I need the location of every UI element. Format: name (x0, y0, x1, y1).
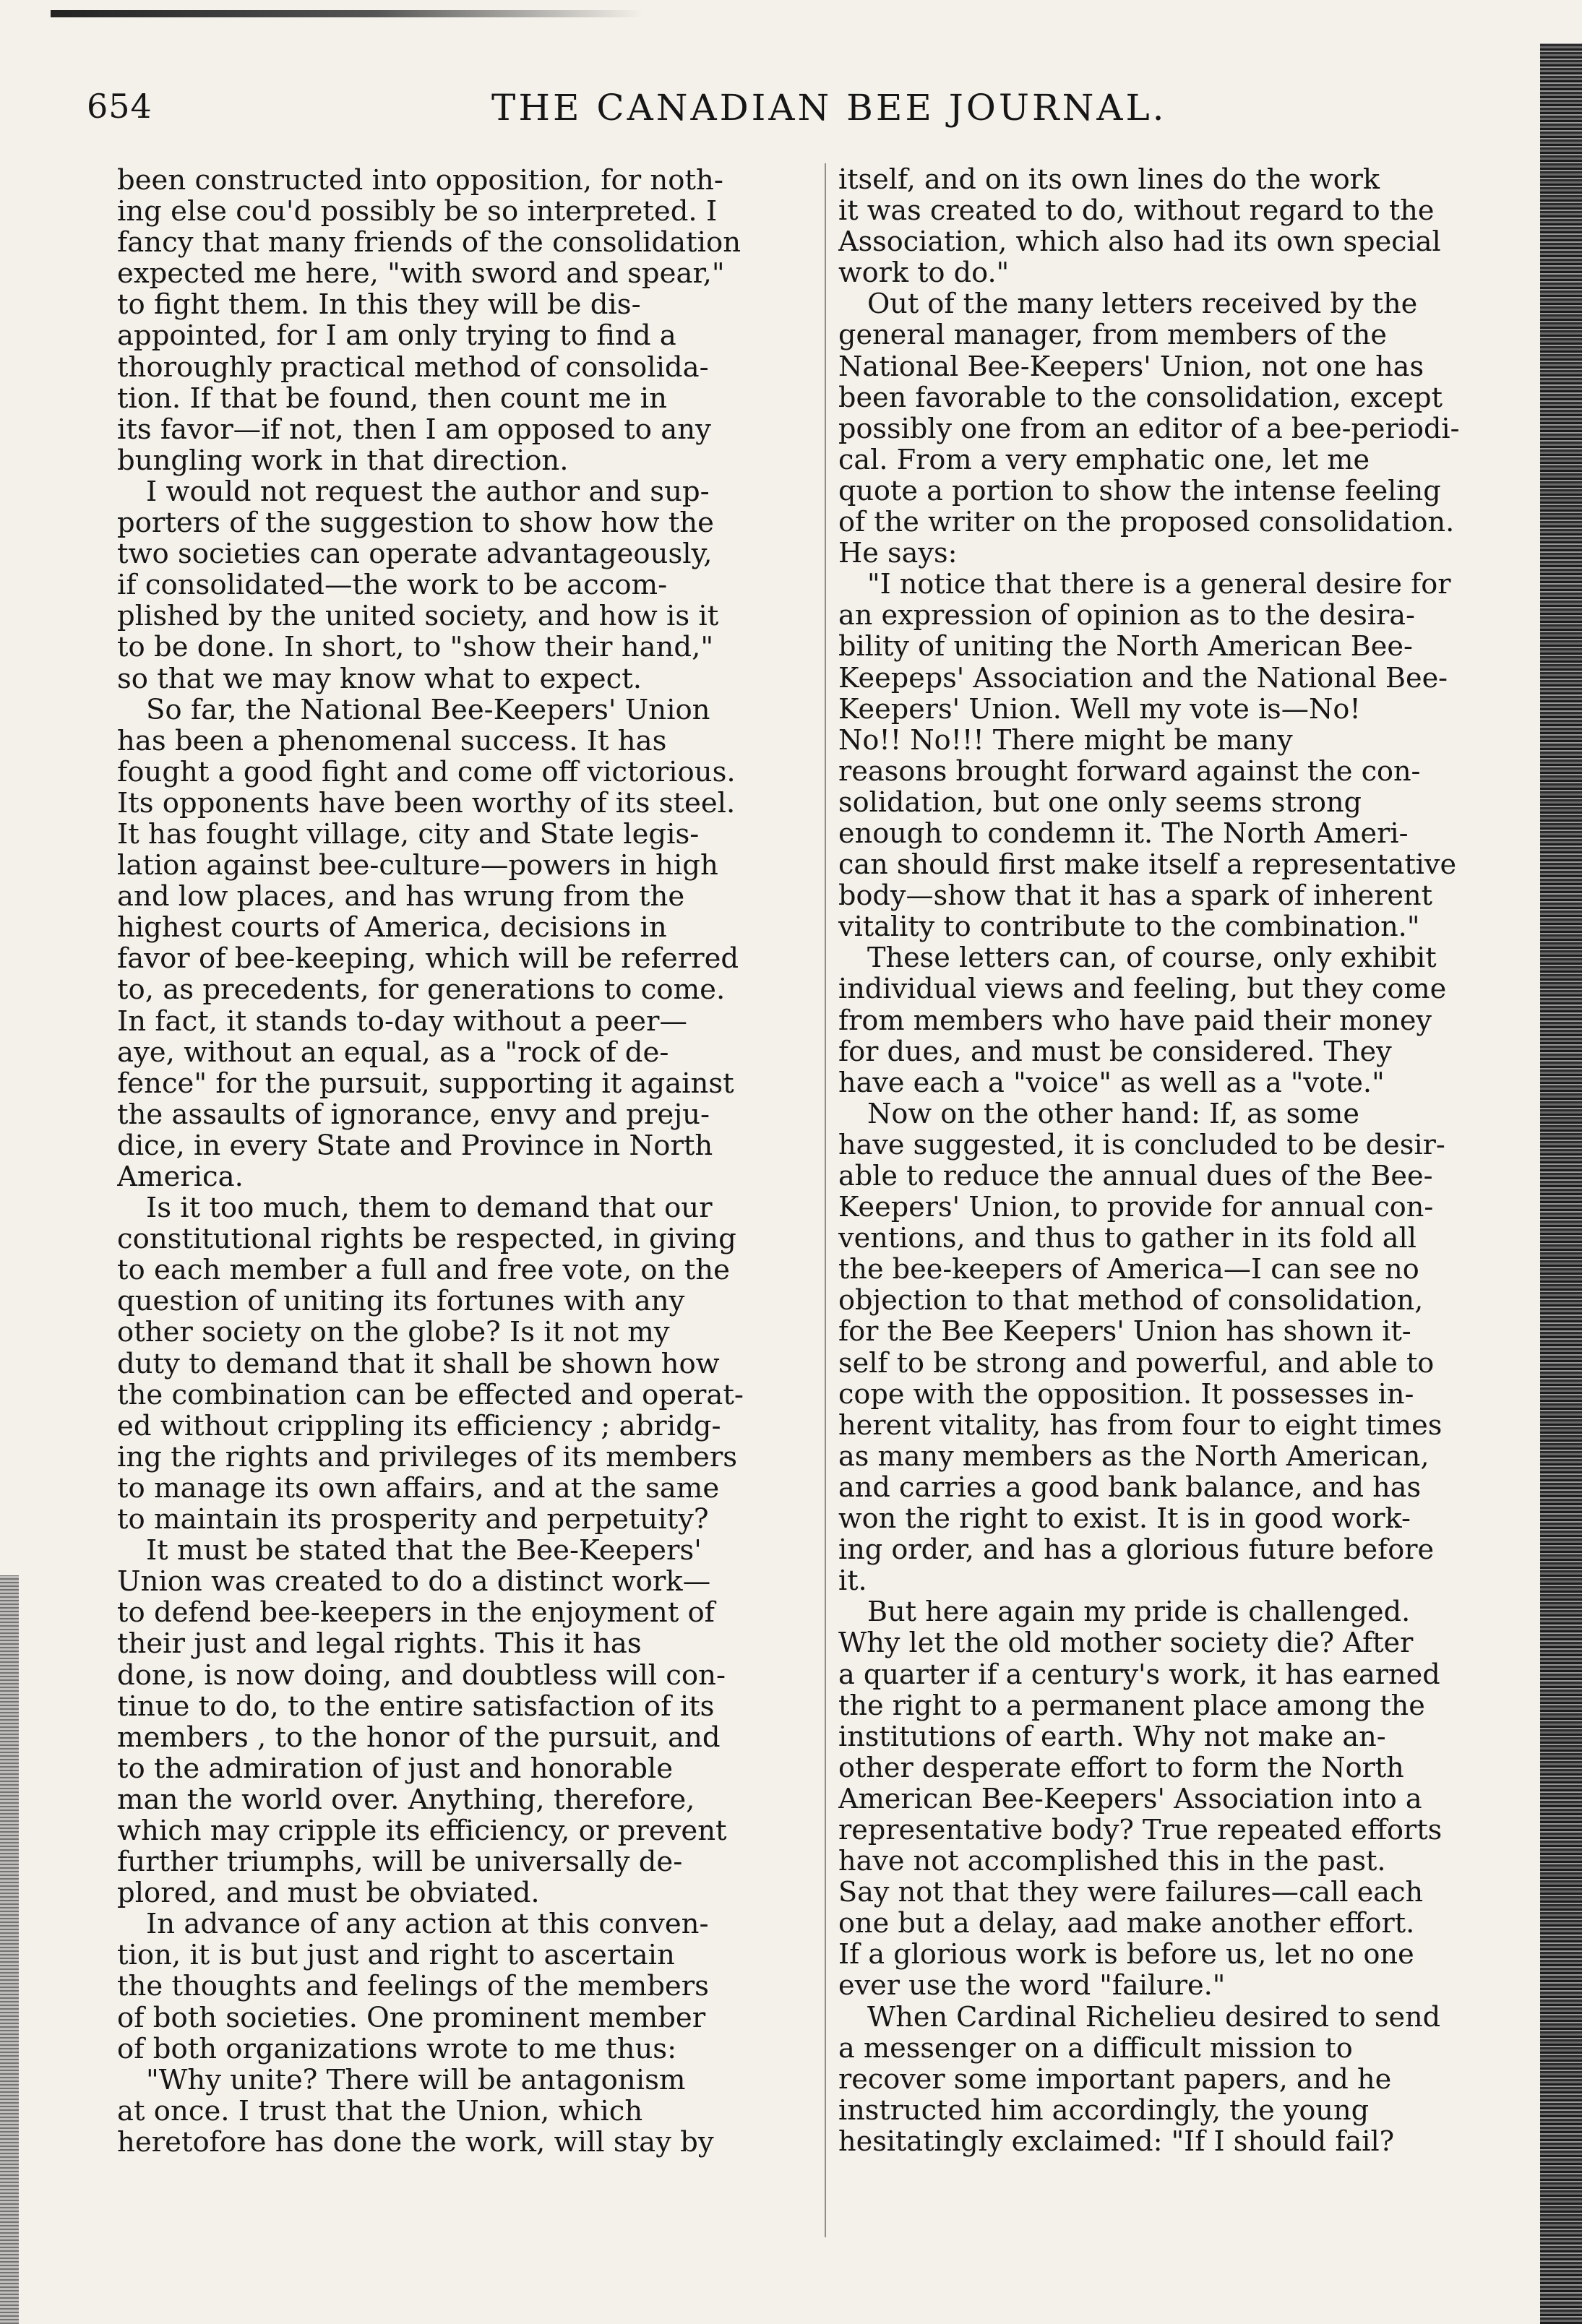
left-column-text-line: In fact, it stands to-day without a peer— (117, 1005, 687, 1037)
right-column-text-line: as many members as the North American, (838, 1441, 1430, 1473)
right-column-text-line: But here again my pride is challenged. (867, 1597, 1411, 1629)
left-column-text-line: to be done. In short, to "show their hand," (117, 632, 714, 663)
right-column-text-line: If a glorious work is before us, let no one (838, 1940, 1414, 1971)
right-column-text-line: it was created to do, without regard to the (838, 196, 1435, 228)
left-column-text-line: fancy that many friends of the consolidation (117, 227, 741, 259)
left-column-text-line: America. (117, 1161, 244, 1193)
right-column-text-line: recover some important papers, and he (838, 2064, 1392, 2096)
page-number: 654 (87, 87, 152, 126)
left-column-text-line: bungling work in that direction. (117, 444, 569, 476)
right-column-text-line: No!! No!!! There might be many (838, 725, 1293, 757)
left-column-text-line: heretofore has done the work, will stay by (117, 2126, 714, 2158)
left-column-text-line: the thoughts and feelings of the members (117, 1971, 709, 2002)
right-column-text-line: cope with the opposition. It possesses in- (838, 1379, 1414, 1411)
right-column-text-line: for dues, and must be considered. They (838, 1036, 1392, 1068)
left-column-text-line: question of uniting its fortunes with any (117, 1286, 685, 1317)
left-column-text-line: to each member a full and free vote, on the (117, 1254, 730, 1286)
left-column-text-line: to maintain its prosperity and perpetuity? (117, 1504, 709, 1536)
left-column-text-line: tinue to do, to the entire satisfaction of its (117, 1690, 715, 1722)
left-column-text-line: which may cripple its efficiency, or prevent (117, 1815, 727, 1847)
left-column-text-line: porters of the suggestion to show how the (117, 507, 714, 539)
left-column-text-line: In advance of any action at this conven- (146, 1908, 709, 1940)
right-column-text-line: instructed him accordingly, the young (838, 2095, 1370, 2127)
left-column-text-line: so that we may know what to expect. (117, 663, 642, 694)
right-column-text-line: He says: (838, 538, 958, 570)
right-column-text-line: institutions of earth. Why not make an- (838, 1721, 1386, 1753)
right-column-text-line: bility of uniting the North American Bee- (838, 632, 1413, 663)
right-column-text-line: objection to that method of consolidation, (838, 1286, 1424, 1317)
left-column-text-line: to, as precedents, for generations to come. (117, 974, 726, 1006)
scan-edge-left (0, 1575, 19, 2324)
column-divider (825, 163, 826, 2237)
left-column-text-line: been constructed into opposition, for noth- (117, 165, 723, 197)
right-column-text-line: ventions, and thus to gather in its fold all (838, 1223, 1417, 1255)
left-column (117, 165, 811, 2158)
right-column-text-line: itself, and on its own lines do the work (838, 165, 1380, 196)
left-column-text-line: Is it too much, them to demand that our (146, 1192, 713, 1224)
left-column-text-line: ing else cou'd possibly be so interpreted. I (117, 196, 718, 228)
left-column-text-line: of both societies. One prominent member (117, 2002, 706, 2033)
left-column-text-line: plored, and must be obviated. (117, 1877, 540, 1909)
left-column-text-line: and low places, and has wrung from the (117, 881, 685, 913)
left-column-text-line: to manage its own affairs, and at the same (117, 1472, 720, 1505)
right-column-text-line: able to reduce the annual dues of the Bee- (838, 1161, 1433, 1192)
scan-edge-right (1540, 43, 1582, 2324)
left-column-text-line: fence" for the pursuit, supporting it against (117, 1067, 734, 1099)
right-column-text-line: a messenger on a difficult mission to (838, 2033, 1353, 2065)
right-column-text-line: from members who have paid their money (838, 1005, 1432, 1037)
right-column-text-line: body—show that it has a spark of inherent (838, 881, 1432, 913)
right-column-text-line: representative body? True repeated efforts (838, 1815, 1443, 1846)
left-column-text-line: lation against bee-culture—powers in high (117, 850, 718, 882)
right-column-text-line: "I notice that there is a general desire for (867, 569, 1451, 601)
left-column-text-line: constitutional rights be respected, in giving (117, 1223, 736, 1255)
left-column-text-line: appointed, for I am only trying to find a (117, 320, 676, 352)
left-column-text-line: thoroughly practical method of consolida- (117, 351, 709, 383)
right-column-text-line: Keepers' Union. Well my vote is—No! (838, 694, 1361, 726)
left-column-text-line: "Why unite? There will be antagonism (146, 2064, 686, 2096)
left-column-text-line: of both organizations wrote to me thus: (117, 2033, 677, 2065)
right-column-text-line: Keepeps' Association and the National Bee- (838, 663, 1448, 694)
right-column-text-line: of the writer on the proposed consolidation. (838, 507, 1455, 539)
right-column-text-line: Why let the old mother society die? After (838, 1628, 1414, 1660)
left-column-text-line: dice, in every State and Province in North (117, 1129, 713, 1161)
left-column-text-line: I would not request the author and sup- (146, 475, 710, 508)
left-column-text-line: highest courts of America, decisions in (117, 912, 667, 944)
right-column-text-line: National Bee-Keepers' Union, not one has (838, 351, 1424, 383)
right-column-text-line: American Bee-Keepers' Association into a (838, 1783, 1422, 1815)
left-column-text-line: done, is now doing, and doubtless will con- (117, 1659, 726, 1691)
right-column-text-line: vitality to contribute to the combination." (838, 912, 1420, 944)
right-column-text-line: possibly one from an editor of a bee-periodi- (838, 413, 1460, 445)
right-column-text-line: cal. From a very emphatic one, let me (838, 444, 1370, 476)
right-column-text-line: hesitatingly exclaimed: "If I should fail? (838, 2126, 1395, 2158)
left-column-text-line: favor of bee-keeping, which will be referred (117, 943, 739, 975)
right-column (838, 165, 1532, 2158)
left-column-text-line: So far, the National Bee-Keepers' Union (146, 694, 710, 726)
right-column-text-line: it. (838, 1566, 867, 1598)
left-column-text-line: ed without crippling its efficiency ; abridg- (117, 1410, 721, 1442)
right-column-text-line: been favorable to the consolidation, except (838, 382, 1443, 414)
left-column-text-line: members , to the honor of the pursuit, and (117, 1721, 721, 1753)
left-column-text-line: to fight them. In this they will be dis- (117, 289, 641, 321)
right-column-text-line: for the Bee Keepers' Union has shown it- (838, 1317, 1411, 1348)
right-column-text-line: ing order, and has a glorious future before (838, 1535, 1435, 1567)
left-column-text-line: aye, without an equal, as a "rock of de- (117, 1036, 669, 1068)
left-column-text-line: at once. I trust that the Union, which (117, 2095, 643, 2127)
left-column-text-line: their just and legal rights. This it has (117, 1628, 642, 1660)
right-column-text-line: won the right to exist. It is in good work- (838, 1504, 1411, 1536)
right-column-text-line: have not accomplished this in the past. (838, 1846, 1386, 1878)
right-column-text-line: When Cardinal Richelieu desired to send (867, 2002, 1441, 2033)
right-column-text-line: have each a "voice" as well as a "vote." (838, 1067, 1385, 1099)
left-column-text-line: two societies can operate advantageously, (117, 538, 713, 570)
left-column-text-line: the combination can be effected and operat- (117, 1379, 744, 1411)
right-column-text-line: work to do." (838, 258, 1010, 290)
right-column-text-line: the bee-keepers of America—I can see no (838, 1254, 1419, 1286)
right-column-text-line: Keepers' Union, to provide for annual con- (838, 1192, 1434, 1224)
right-column-text-line: ever use the word "failure." (838, 1971, 1226, 2002)
right-column-text-line: Now on the other hand: If, as some (867, 1098, 1359, 1130)
page-header (87, 87, 1503, 137)
left-column-text-line: if consolidated—the work to be accom- (117, 569, 668, 601)
right-column-text-line: self to be strong and powerful, and able to (838, 1348, 1435, 1380)
left-column-text-line: tion. If that be found, then count me in (117, 382, 667, 414)
left-column-text-line: Union was created to do a distinct work— (117, 1566, 711, 1598)
left-column-text-line: It must be stated that the Bee-Keepers' (146, 1535, 702, 1567)
left-column-text-line: to defend bee-keepers in the enjoyment of (117, 1597, 715, 1629)
right-column-text-line: reasons brought forward against the con- (838, 756, 1421, 788)
journal-title: THE CANADIAN BEE JOURNAL. (491, 87, 1167, 129)
left-column-text-line: has been a phenomenal success. It has (117, 725, 667, 757)
right-column-text-line: enough to condemn it. The North Ameri- (838, 818, 1409, 850)
left-column-text-line: ing the rights and privileges of its members (117, 1441, 738, 1473)
left-column-text-line: It has fought village, city and State legis- (117, 818, 700, 851)
left-column-text-line: man the world over. Anything, therefore, (117, 1783, 695, 1815)
left-column-text-line: other society on the globe? Is it not my (117, 1317, 670, 1348)
right-column-text-line: quote a portion to show the intense feeling (838, 475, 1441, 507)
right-column-text-line: individual views and feeling, but they come (838, 974, 1447, 1006)
left-column-text-line: the assaults of ignorance, envy and preju- (117, 1098, 710, 1130)
top-rule (51, 10, 643, 17)
right-column-text-line: Out of the many letters received by the (867, 289, 1418, 321)
right-column-text-line: herent vitality, has from four to eight times (838, 1410, 1443, 1442)
right-column-text-line: general manager, from members of the (838, 320, 1387, 352)
right-column-text-line: These letters can, of course, only exhibit (867, 943, 1437, 975)
right-column-text-line: the right to a permanent place among the (838, 1690, 1425, 1722)
right-column-text-line: one but a delay, aad make another effort. (838, 1908, 1415, 1940)
right-column-text-line: an expression of opinion as to the desira- (838, 601, 1415, 632)
left-column-text-line: tion, it is but just and right to ascertain (117, 1940, 675, 1971)
right-column-text-line: Association, which also had its own special (838, 227, 1441, 259)
right-column-text-line: and carries a good bank balance, and has (838, 1472, 1422, 1504)
right-column-text-line: other desperate effort to form the North (838, 1752, 1404, 1784)
right-column-text-line: Say not that they were failures—call each (838, 1877, 1424, 1909)
left-column-text-line: expected me here, "with sword and spear," (117, 258, 725, 290)
right-column-text-line: have suggested, it is concluded to be desir- (838, 1129, 1445, 1161)
left-column-text-line: duty to demand that it shall be shown how (117, 1348, 720, 1380)
left-column-text-line: Its opponents have been worthy of its steel. (117, 787, 736, 819)
right-column-text-line: solidation, but one only seems strong (838, 787, 1362, 819)
left-column-text-line: its favor—if not, then I am opposed to any (117, 413, 711, 445)
right-column-text-line: a quarter if a century's work, it has earned (838, 1659, 1440, 1691)
right-column-text-line: can should first make itself a representative (838, 850, 1457, 882)
left-column-text-line: plished by the united society, and how is it (117, 601, 719, 632)
left-column-text-line: further triumphs, will be universally de- (117, 1846, 683, 1878)
left-column-text-line: to the admiration of just and honorable (117, 1752, 674, 1784)
left-column-text-line: fought a good fight and come off victorious. (117, 756, 736, 788)
